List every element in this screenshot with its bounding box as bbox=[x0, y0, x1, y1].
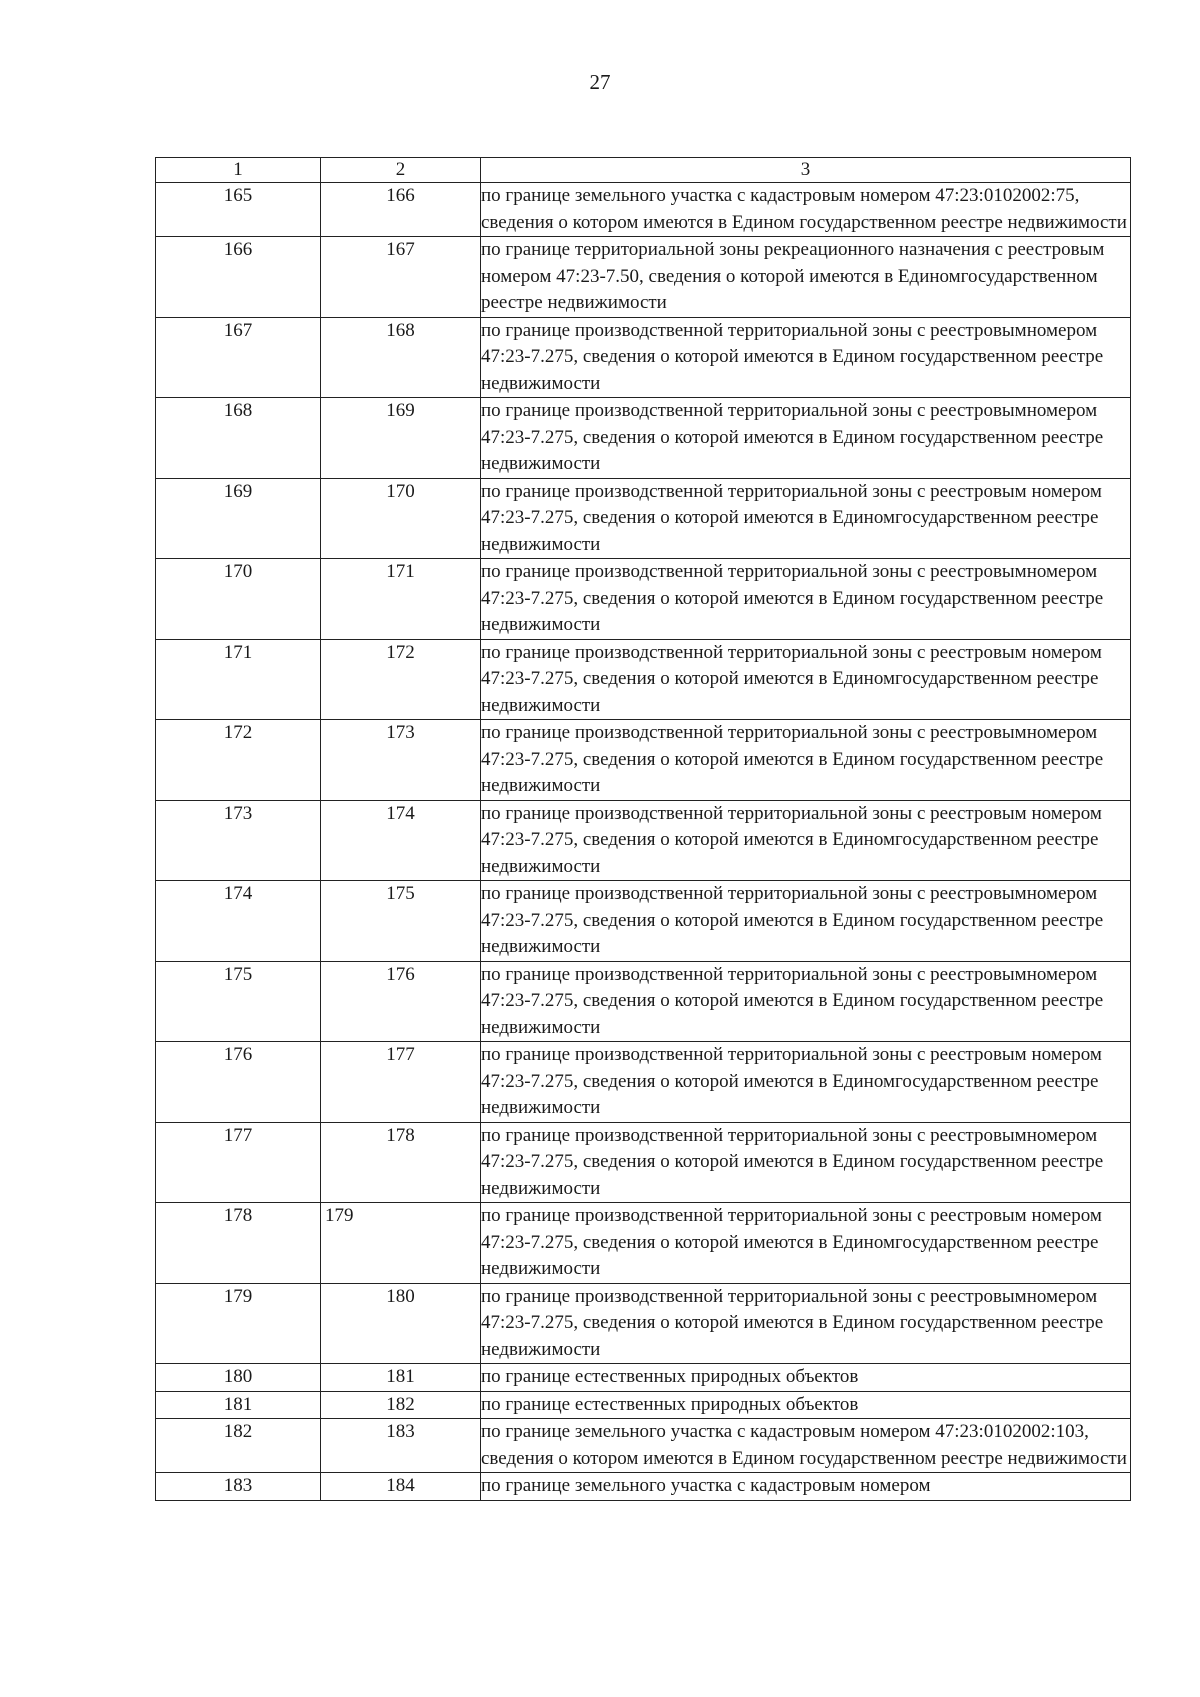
point-to-cell: 177 bbox=[321, 1042, 481, 1123]
point-from-cell: 178 bbox=[156, 1203, 321, 1284]
table-row bbox=[156, 720, 1131, 801]
point-from-cell: 166 bbox=[156, 237, 321, 318]
table-row bbox=[156, 1364, 1131, 1392]
point-to-cell: 167 bbox=[321, 237, 481, 318]
table-row bbox=[156, 800, 1131, 881]
point-from-cell: 173 bbox=[156, 800, 321, 881]
boundary-description-cell: по границе территориальной зоны рекреационного назначения с реестровым номером 47:23-7.50, сведения о которой имеются в Единомгосударственном реестре недвижимости bbox=[481, 237, 1131, 318]
table-row bbox=[156, 1473, 1131, 1501]
point-from-cell: 176 bbox=[156, 1042, 321, 1123]
point-to-cell: 174 bbox=[321, 800, 481, 881]
point-to-cell: 166 bbox=[321, 183, 481, 237]
boundary-description-cell: по границе земельного участка с кадастровым номером bbox=[481, 1473, 1131, 1501]
table-row bbox=[156, 559, 1131, 640]
table-row bbox=[156, 1122, 1131, 1203]
point-to-cell: 171 bbox=[321, 559, 481, 640]
boundary-description-cell: по границе производственной территориальной зоны с реестровым номером 47:23-7.275, сведения о которой имеются в Единомгосударственном реестре недвижимости bbox=[481, 478, 1131, 559]
point-to-cell: 175 bbox=[321, 881, 481, 962]
boundary-description-cell: по границе производственной территориальной зоны с реестровым номером 47:23-7.275, сведения о которой имеются в Единомгосударственном реестре недвижимости bbox=[481, 639, 1131, 720]
boundary-description-cell: по границе земельного участка с кадастровым номером 47:23:0102002:75, сведения о котором имеются в Едином государственном реестре недвижимости bbox=[481, 183, 1131, 237]
table-row bbox=[156, 639, 1131, 720]
boundary-description-cell: по границе производственной территориальной зоны с реестровымномером 47:23-7.275, сведения о которой имеются в Едином государственном реестре недвижимости bbox=[481, 1283, 1131, 1364]
table-row bbox=[156, 478, 1131, 559]
point-to-cell: 170 bbox=[321, 478, 481, 559]
point-from-cell: 165 bbox=[156, 183, 321, 237]
point-from-cell: 182 bbox=[156, 1419, 321, 1473]
point-to-cell: 176 bbox=[321, 961, 481, 1042]
point-from-cell: 172 bbox=[156, 720, 321, 801]
point-to-cell: 172 bbox=[321, 639, 481, 720]
boundary-description-cell: по границе производственной территориальной зоны с реестровымномером 47:23-7.275, сведения о которой имеются в Едином государственном реестре недвижимости bbox=[481, 317, 1131, 398]
point-to-cell: 169 bbox=[321, 398, 481, 479]
point-to-cell: 168 bbox=[321, 317, 481, 398]
table-row bbox=[156, 1283, 1131, 1364]
boundary-description-cell: по границе производственной территориальной зоны с реестровымномером 47:23-7.275, сведения о которой имеются в Едином государственном реестре недвижимости bbox=[481, 881, 1131, 962]
point-to-cell: 182 bbox=[321, 1391, 481, 1419]
table-row bbox=[156, 398, 1131, 479]
table-header-row bbox=[156, 158, 1131, 183]
boundary-description-cell: по границе производственной территориальной зоны с реестровымномером 47:23-7.275, сведения о которой имеются в Едином государственном реестре недвижимости bbox=[481, 961, 1131, 1042]
boundary-description-cell: по границе производственной территориальной зоны с реестровымномером 47:23-7.275, сведения о которой имеются в Едином государственном реестре недвижимости bbox=[481, 559, 1131, 640]
point-from-cell: 180 bbox=[156, 1364, 321, 1392]
table-row bbox=[156, 317, 1131, 398]
table-row bbox=[156, 183, 1131, 237]
point-to-cell: 180 bbox=[321, 1283, 481, 1364]
point-to-cell: 184 bbox=[321, 1473, 481, 1501]
boundary-description-cell: по границе производственной территориальной зоны с реестровымномером 47:23-7.275, сведения о которой имеются в Едином государственном реестре недвижимости bbox=[481, 398, 1131, 479]
column-header-from: 1 bbox=[156, 158, 321, 183]
point-to-cell: 183 bbox=[321, 1419, 481, 1473]
table-row bbox=[156, 1419, 1131, 1473]
point-from-cell: 183 bbox=[156, 1473, 321, 1501]
boundary-description-cell: по границе земельного участка с кадастровым номером 47:23:0102002:103, сведения о котором имеются в Едином государственном реестре недвижимости bbox=[481, 1419, 1131, 1473]
point-from-cell: 168 bbox=[156, 398, 321, 479]
point-from-cell: 181 bbox=[156, 1391, 321, 1419]
point-to-cell: 179 bbox=[321, 1203, 481, 1284]
point-from-cell: 175 bbox=[156, 961, 321, 1042]
boundary-description-cell: по границе производственной территориальной зоны с реестровымномером 47:23-7.275, сведения о которой имеются в Едином государственном реестре недвижимости bbox=[481, 1122, 1131, 1203]
boundary-description-cell: по границе естественных природных объектов bbox=[481, 1364, 1131, 1392]
column-header-description: 3 bbox=[481, 158, 1131, 183]
point-from-cell: 174 bbox=[156, 881, 321, 962]
boundary-description-cell: по границе производственной территориальной зоны с реестровымномером 47:23-7.275, сведения о которой имеются в Едином государственном реестре недвижимости bbox=[481, 720, 1131, 801]
table-row bbox=[156, 881, 1131, 962]
boundary-description-table bbox=[155, 157, 1131, 1501]
point-to-cell: 173 bbox=[321, 720, 481, 801]
point-to-cell: 181 bbox=[321, 1364, 481, 1392]
point-from-cell: 171 bbox=[156, 639, 321, 720]
table-row bbox=[156, 1042, 1131, 1123]
point-to-cell: 178 bbox=[321, 1122, 481, 1203]
point-from-cell: 170 bbox=[156, 559, 321, 640]
table-row bbox=[156, 1391, 1131, 1419]
boundary-description-cell: по границе производственной территориальной зоны с реестровым номером 47:23-7.275, сведения о которой имеются в Единомгосударственном реестре недвижимости bbox=[481, 1203, 1131, 1284]
boundary-description-cell: по границе производственной территориальной зоны с реестровым номером 47:23-7.275, сведения о которой имеются в Единомгосударственном реестре недвижимости bbox=[481, 1042, 1131, 1123]
table-row bbox=[156, 961, 1131, 1042]
table-row bbox=[156, 237, 1131, 318]
point-from-cell: 179 bbox=[156, 1283, 321, 1364]
point-from-cell: 169 bbox=[156, 478, 321, 559]
boundary-description-cell: по границе производственной территориальной зоны с реестровым номером 47:23-7.275, сведения о которой имеются в Единомгосударственном реестре недвижимости bbox=[481, 800, 1131, 881]
page-number: 27 bbox=[589, 70, 611, 94]
boundary-description-cell: по границе естественных природных объектов bbox=[481, 1391, 1131, 1419]
point-from-cell: 177 bbox=[156, 1122, 321, 1203]
table-row bbox=[156, 1203, 1131, 1284]
point-from-cell: 167 bbox=[156, 317, 321, 398]
column-header-to: 2 bbox=[321, 158, 481, 183]
